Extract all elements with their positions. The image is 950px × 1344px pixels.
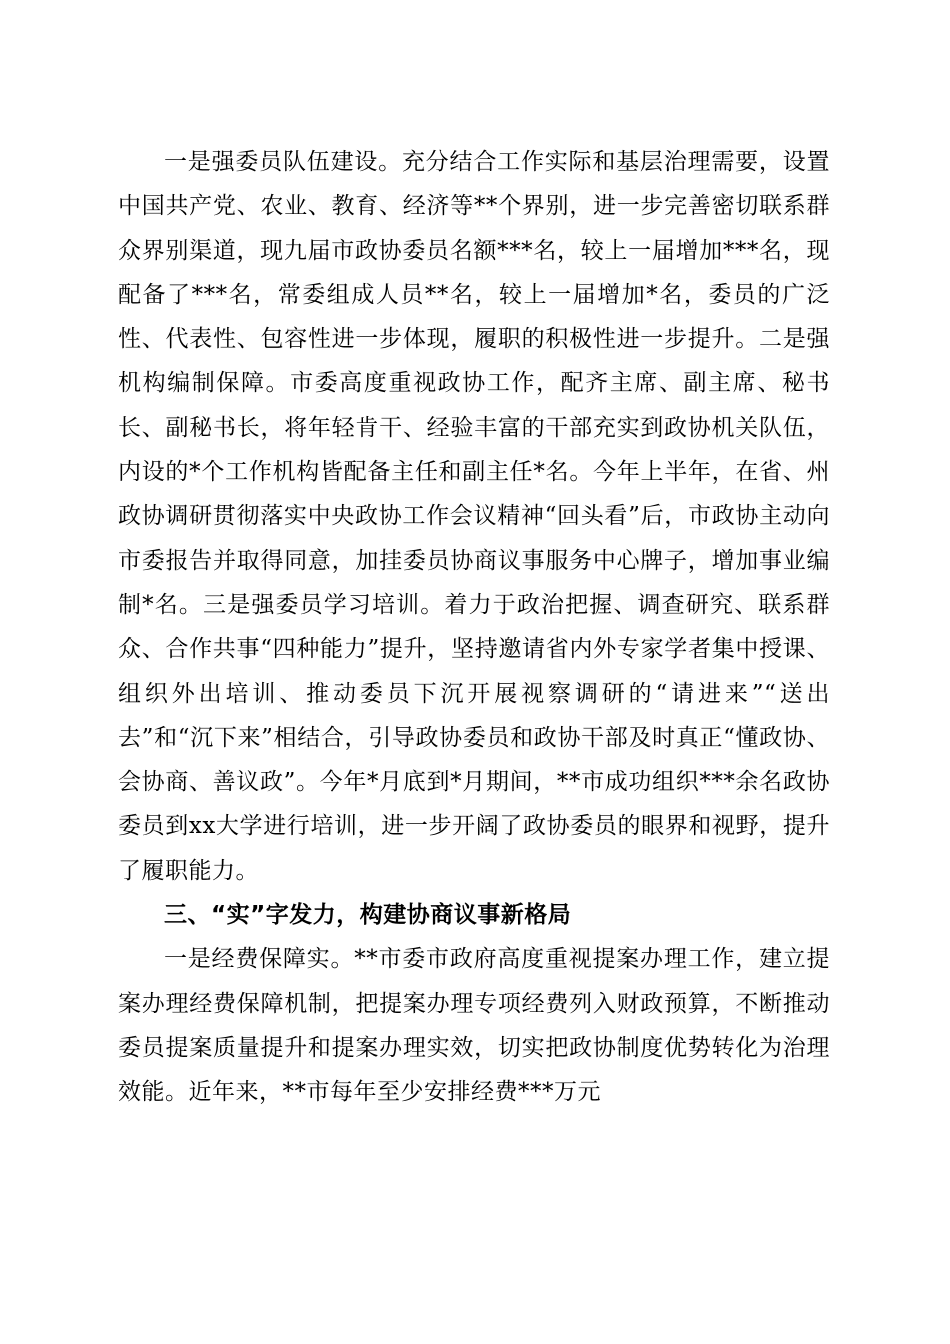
section-heading-three: 三、“实”字发力，构建协商议事新格局 xyxy=(164,902,572,929)
document-body xyxy=(118,140,830,1115)
paragraph-funding-guarantee: 一是经费保障实。**市委市政府高度重视提案办理工作，建立提案办理经费保障机制，把提案办理专项经费列入财政预算，不断推动委员提案质量提升和提案办理实效，切实把政协制度优势转化为治理效能。近年来，**市每年至少安排经费***万元 xyxy=(118,946,830,1106)
paragraph-committee-building: 一是强委员队伍建设。充分结合工作实际和基层治理需要，设置中国共产党、农业、教育、经济等**个界别，进一步完善密切联系群众界别渠道，现九届市政协委员名额***名，较上一届增加***名，现配备了***名，常委组成人员**名，较上一届增加*名，委员的广泛性、代表性、包容性进一步体现，履职的积极性进一步提升。二是强机构编制保障。市委高度重视政协工作，配齐主席、副主席、秘书长、副秘书长，将年轻肯干、经验丰富的干部充实到政协机关队伍，内设的*个工作机构皆配备主任和副主任*名。今年上半年，在省、州政协调研贯彻落实中央政协工作会议精神“回头看”后，市政协主动向市委报告并取得同意，加挂委员协商议事服务中心牌子，增加事业编制*名。三是强委员学习培训。着力于政治把握、调查研究、联系群众、合作共事“四种能力”提升，坚持邀请省内外专家学者集中授课、组织外出培训、推动委员下沉开展视察调研的“请进来”“送出去”和“沉下来”相结合，引导政协委员和政协干部及时真正“懂政协、会协商、善议政”。今年*月底到*月期间，**市成功组织***余名政协委员到xx大学进行培训，进一步开阔了政协委员的眼界和视野，提升了履职能力。 xyxy=(118,149,830,884)
